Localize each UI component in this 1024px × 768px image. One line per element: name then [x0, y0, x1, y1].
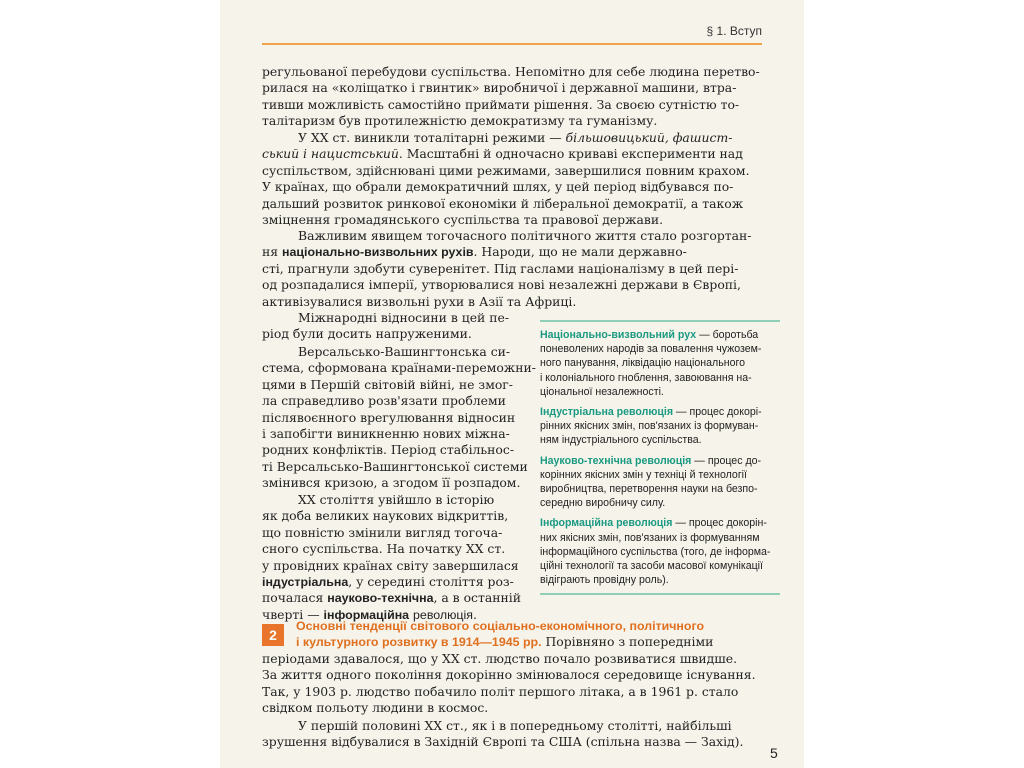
glossary-entry	[540, 328, 780, 399]
text-run: У XX ст. виникли тоталітарні режими —	[298, 130, 562, 145]
glossary-text: — процес до-	[691, 454, 762, 467]
glossary-text: — процес докорін-	[672, 517, 767, 530]
text-line	[296, 634, 762, 650]
glossary-text: ціональної незалежності.	[540, 385, 664, 398]
glossary-text: виробництва, перетворення науки на безпо-	[540, 483, 758, 496]
glossary-text: ційні технології та засоби масової комунікації	[540, 560, 763, 573]
glossary-entry	[540, 516, 780, 587]
running-header: § 1. Вступ	[706, 24, 762, 38]
glossary-entry	[540, 454, 780, 511]
textbook-page	[220, 0, 804, 768]
text-line	[262, 590, 530, 606]
section-title: Основні тенденції світового соціально-економічного, політичного	[296, 619, 705, 633]
text-run: .	[472, 606, 477, 622]
paragraph-2	[262, 130, 762, 228]
glossary-text: і колоніального гноблення, завоювання на-	[540, 371, 752, 384]
glossary-term: Індустріальна революція	[540, 406, 674, 419]
text-line: післявоєнного врегулювання відносин	[262, 409, 516, 425]
paragraph-4	[262, 310, 530, 343]
section-number-badge: 2	[262, 624, 284, 646]
text-line	[262, 574, 530, 590]
text-line: суспільством, здійснювані цими режимами, завершилися повним крахом.	[262, 162, 750, 178]
text-line: сного суспільства. На початку XX ст.	[262, 541, 506, 557]
text-line: сті, прагнули здобути суверенітет. Під гаслами націоналізму в цей пері-	[262, 260, 739, 276]
bold-term: національно-визвольних рухів	[282, 245, 474, 260]
text-line	[262, 146, 762, 162]
glossary-text: — процес докорі-	[673, 406, 762, 419]
glossary-term: Науково-технічна революція	[540, 454, 692, 467]
text-run: . Народи, що не мали державно-	[473, 244, 687, 260]
text-line: родних конфліктів. Період стабільнос-	[262, 442, 514, 458]
text-line: Так, у 1903 р. людство побачило політ першого літака, а в 1961 р. стало	[262, 683, 739, 699]
text-line: активізувалися визвольні рухи в Азії та Африці.	[262, 293, 577, 309]
header-rule	[262, 43, 762, 45]
paragraph-5	[262, 344, 536, 492]
bold-term: індустріальна	[262, 575, 349, 590]
italic-term: більшовицький, фашист-	[565, 130, 733, 145]
section-2-heading	[296, 618, 762, 651]
text-line: змінився кризою, а згодом її розпадом.	[262, 475, 521, 491]
glossary-text: рінних якісних змін, пов'язаних із формуван-	[540, 420, 759, 433]
text-line: Версальсько-Вашингтонська си-	[298, 344, 511, 359]
text-run: , а в останній	[433, 590, 521, 606]
glossary-top-rule	[540, 320, 780, 322]
text-run: . Масштабні й одночасно криваві експерименти над	[398, 146, 743, 162]
text-line: дальший розвиток ринкової економіки й ліберальної демократії, а також	[262, 195, 744, 211]
text-line: і запобігти виникненню нових міжна-	[262, 426, 510, 442]
paragraph-3	[262, 228, 762, 310]
text-line: періодами здавалося, що у XX ст. людство почало розвиватися швидше.	[262, 651, 738, 666]
text-line: регульованої перебудови суспільства. Непомітно для себе людина перетво-	[262, 64, 760, 79]
italic-term: і	[303, 146, 307, 162]
glossary-text: корінних якісних змін у техніці й технології	[540, 468, 747, 481]
paragraph-6	[262, 492, 530, 623]
text-line: стема, сформована країнами-переможни-	[262, 360, 536, 376]
section-2-paragraph-2	[262, 718, 762, 751]
text-line: цями в Першій світовій війні, не змог-	[262, 376, 513, 392]
glossary-term: Національно-визвольний рух	[540, 329, 697, 341]
glossary-entry	[540, 405, 780, 448]
text-line: як доба великих наукових відкриттів,	[262, 508, 509, 524]
glossary-term: Інформаційна революція	[540, 517, 673, 530]
text-line: у провідних країнах світу завершилася	[262, 557, 519, 573]
section-title: і культурного розвитку в 1914—1945 рр.	[296, 635, 542, 650]
text-line: ла справедливо розв'язати проблеми	[262, 393, 506, 409]
text-line: Важливим явищем тогочасного політичного життя стало розгортан-	[298, 228, 752, 243]
text-line: свідком польоту людини в космос.	[262, 700, 489, 716]
text-line: талітаризм був протилежністю демократизму та гуманізму.	[262, 113, 658, 129]
italic-term: ський	[262, 146, 300, 162]
italic-term: нацистський	[310, 146, 399, 162]
paragraph-1	[262, 64, 762, 130]
bold-term: науково-технічна	[327, 591, 434, 606]
text-line: Міжнародні відносини в цей пе-	[298, 310, 510, 325]
text-run: ня	[262, 244, 279, 260]
glossary-text: — боротьба	[696, 329, 759, 341]
text-line: од розпадалися імперії, утворювалися нові незалежні держави в Європі,	[262, 277, 741, 293]
glossary-text: поневолених народів за повалення чужозем-	[540, 343, 762, 356]
text-run: чверті —	[262, 606, 320, 622]
glossary-bottom-rule	[540, 593, 780, 595]
text-line: ті Версальсько-Вашингтонської системи	[262, 458, 528, 474]
page-number: 5	[770, 745, 778, 761]
glossary-box	[540, 320, 780, 595]
glossary-text: них якісних змін, пов'язаних із формуванням	[540, 531, 760, 544]
glossary-text: відіграють провідну роль).	[540, 574, 669, 587]
text-line: зрушення відбувалися в Західній Європі та США (спільна назва — Захід).	[262, 734, 744, 750]
text-line: За життя одного покоління докорінно змінювалося середовище існування.	[262, 667, 756, 683]
text-line: тивши можливість самостійно приймати рішення. За своєю сутністю то-	[262, 96, 740, 112]
glossary-text: ням індустріального суспільства.	[540, 434, 702, 447]
section-2-paragraph-1	[262, 651, 762, 717]
text-line	[262, 244, 762, 260]
text-line: що повністю змінили вигляд тогоча-	[262, 524, 503, 540]
glossary-text: ного панування, ліквідацію національного	[540, 357, 746, 370]
text-line	[262, 130, 762, 146]
text-run: Порівняно з попередніми	[541, 634, 714, 650]
text-line: У першій половині XX ст., як і в попередньому столітті, найбільші	[298, 718, 732, 733]
text-line: зміцнення громадянського суспільства та правової держави.	[262, 212, 664, 228]
bold-term: інформаційна	[323, 607, 410, 622]
text-line: У країнах, що обрали демократичний шлях, у цей період відбувався по-	[262, 179, 734, 195]
text-line: ріод були досить напруженими.	[262, 326, 472, 342]
glossary-text: інформаційного суспільства (того, де інформа-	[540, 545, 771, 558]
text-run: революція	[413, 607, 473, 622]
text-run: , у середині століття роз-	[348, 574, 514, 590]
glossary-text: середню виробничу силу.	[540, 497, 666, 510]
text-line: XX століття увійшло в історію	[298, 492, 495, 507]
text-run: почалася	[262, 590, 324, 606]
text-line: рилася на «коліщатко і гвинтик» виробничої і державної машини, втра-	[262, 80, 737, 96]
